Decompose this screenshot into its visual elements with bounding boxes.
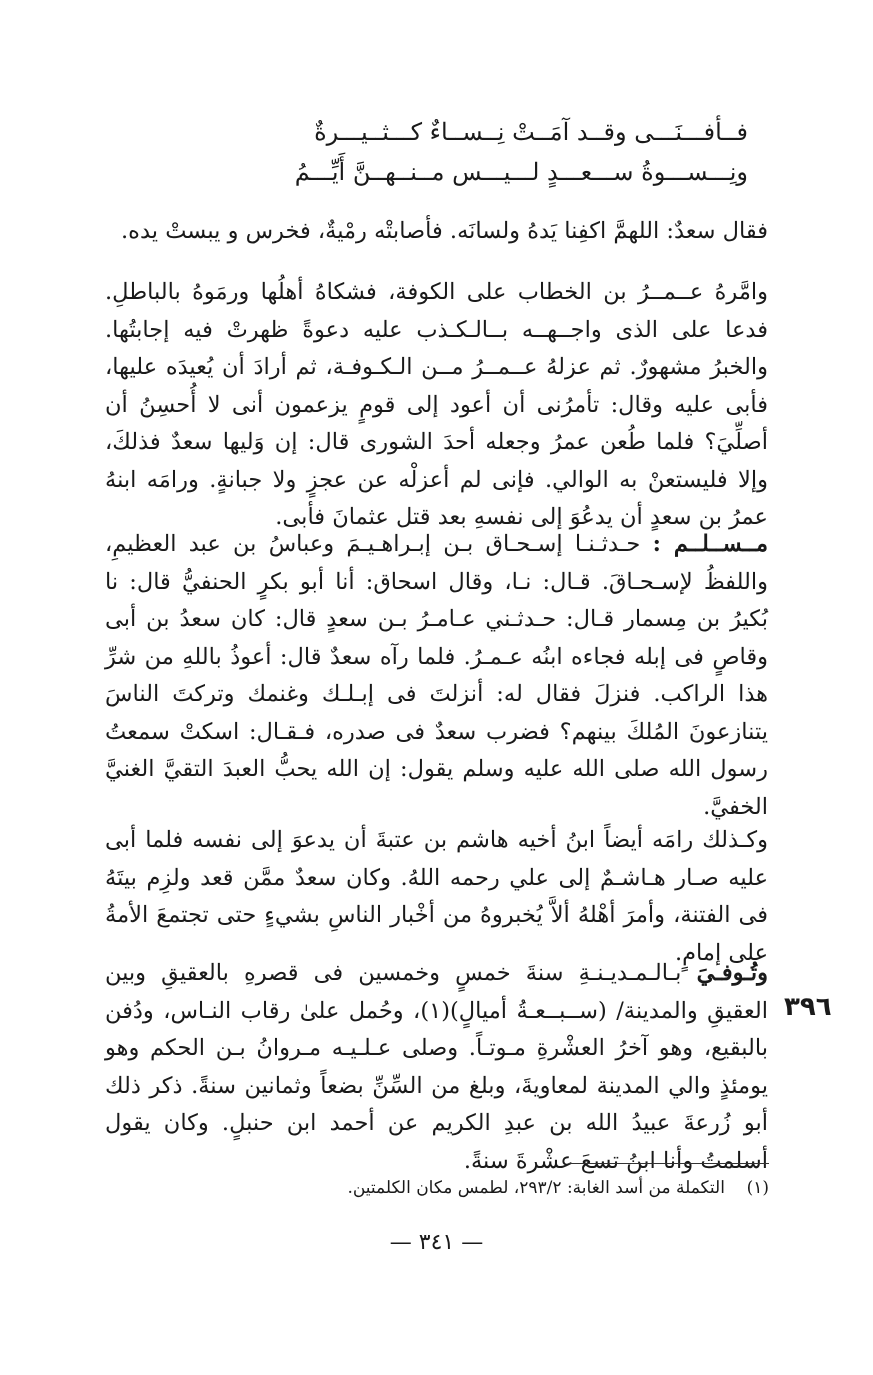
paragraph-muslim-hadith: [105, 526, 768, 826]
paragraph-death: [105, 955, 768, 1180]
paragraph-lead-death: وتُـوفـيَ: [696, 960, 769, 986]
paragraph-body: بـالـمـديـنـةِ سنةَ خمسٍ وخمسين فى قصرهِ بالعقيقِ وبين العقيقِ والمدينة/ (ســبــعـةُ أميالٍ)(١)، وحُمل علىٰ رقاب النـاس، ودُفن بالبقيع، وهو آخرُ العشْرةِ مـوتـاً. وصلى عـلـيـه مـروانُ بـن الحكم وهو يومئذٍ والي المدينة لمعاويةَ، وبلغ من السِّنِّ بضعاً وثمانين سنةً. ذكر ذلك أبو زُرعةَ عبيدُ الله بن عبدِ الكريم عن أحمد ابن حنبلٍ. وكان يقول أسلمتُ وأنا ابنُ تسعَ عشْرةَ سنةً.: [105, 960, 768, 1174]
paragraph-lead-muslim: مــســلــم :: [652, 531, 768, 557]
footnote-text: التكملة من أسد الغابة: ٢٩٣/٢، لطمس مكان الكلمتين.: [347, 1178, 725, 1198]
page-number: — ٣٤١ —: [389, 1230, 484, 1255]
poem-verse-line-2: ونِـــســـوةُ ســـعـــدٍ لـــيـــس مــنــهــنَّ أَيِّـــمُ: [294, 158, 748, 186]
margin-page-reference: ٣٩٦: [784, 992, 832, 1022]
poem-verse-line-1: فــأفـــنَـــى وقــد آمَــتْ نِــســاءٌ كـــثــيـــرةٌ: [314, 118, 748, 146]
paragraph-kufa-governorship: وامَّرهُ عــمــرُ بن الخطاب على الكوفة، فشكاهُ أهلُها ورمَوهُ بالباطلِ. فدعا على الذى واجــهــه بــالـكـذب عليه دعوةً ظهرتْ فيه إجابتُها. والخبرُ مشهورٌ. ثم عزلهُ عــمــرُ مــن الـكـوفـة، ثم أرادَ أن يُعيدَه عليها، فأبى عليه وقال: تأمرُنى أن أعود إلى قومٍ يزعمون أنى لا أُحسِنُ أن أصلِّيَ؟ فلما طُعن عمرُ وجعله أحدَ الشورى قال: إن وَليها سعدٌ فذلكَ، وإلا فليستعنْ به الوالي. فإنى لم أعزلْه عن عجزٍ ولا جبانةٍ. ورامَه ابنهُ عمرُ بن سعدٍ أن يدعُوَ إلى نفسهِ بعد قتل عثمانَ فأبى.: [105, 279, 768, 530]
footnote-marker: (١): [746, 1178, 769, 1198]
footnote: [347, 1175, 769, 1201]
footnote-divider: [569, 1163, 769, 1164]
paragraph-saad-prayer: فقال سعدٌ: اللهمَّ اكفِنا يَدهُ ولسانَه. فأصابتْه رمْيةٌ، فخرس و يبستْ يده.: [121, 218, 768, 244]
paragraph-body: حـدثـنـا إسـحـاق بـن إبـراهـيـمَ وعباسُ بن عبد العظيمِ، واللفظُ لإسـحـاقَ. قـال: نـا، وقال اسحاق: أنا أبو بكرٍ الحنفيُّ قال: نا بُكيرُ بن مِسمار قـال: حـدثـني عـامـرُ بـن سعدٍ قال: كان سعدُ بن أبى وقاصٍ فى إبله فجاءه ابنُه عـمـرُ. فلما رآه سعدٌ قال: أعوذُ باللهِ من شرِّ هذا الراكب. فنزلَ فقال له: أنزلتَ فى إبـلـك وغنمك وتركتَ الناسَ يتنازعونَ المُلكَ بينهم؟ فضرب سعدٌ فى صدره، فـقـال: اسكتْ سمعتُ رسول الله صلى الله عليه وسلم يقول: إن الله يحبُّ العبدَ التقيَّ الغنيَّ الخفيَّ.: [105, 531, 768, 820]
paragraph-hashim-ibn-utba: وكـذلك رامَه أيضاً ابنُ أخيه هاشم بن عتبةَ أن يدعوَ إلى نفسه فلما أبى عليه صـار هـاشـمٌ إلى علي رحمه اللهُ. وكان سعدٌ ممَّن قعد ولزِم بيتَهُ فى الفتنة، وأمرَ أهْلهُ ألاَّ يُخبروهُ من أخْبار الناسِ بشيءٍ حتى تجتمعَ الأمةُ على إمامٍ.: [105, 827, 768, 966]
